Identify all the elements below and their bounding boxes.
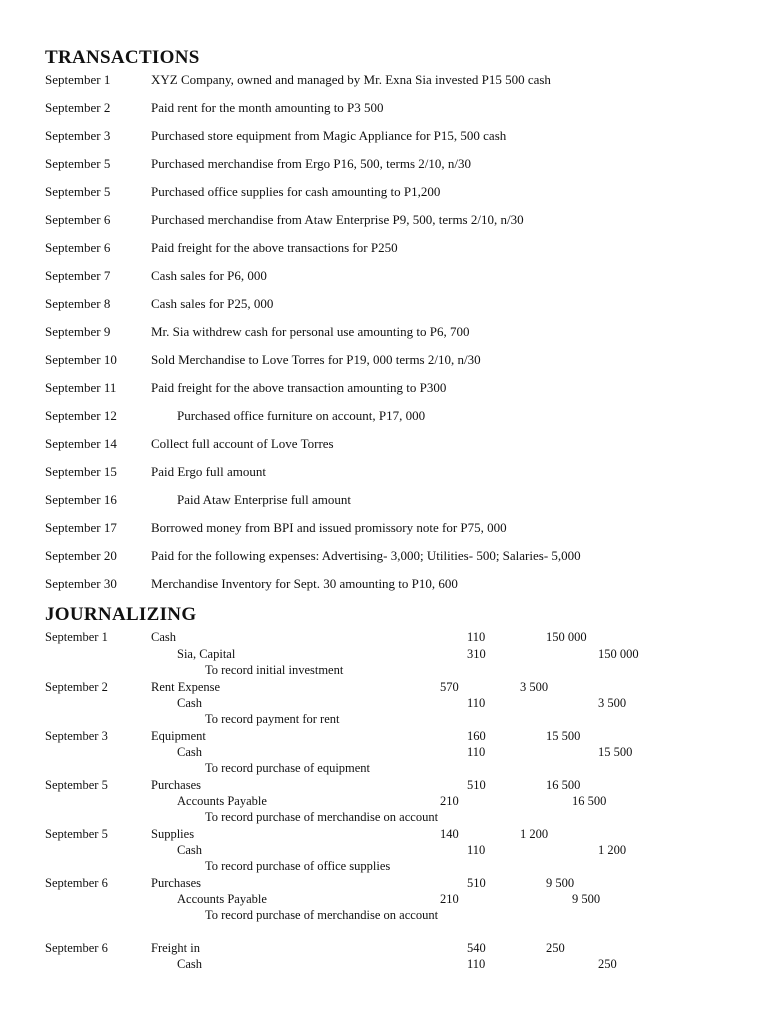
transaction-description: Purchased merchandise from Ergo P16, 500, terms 2/10, n/30 xyxy=(151,156,472,171)
transaction-description: Sold Merchandise to Love Torres for P19, 000 terms 2/10, n/30 xyxy=(151,352,481,367)
transaction-row xyxy=(0,490,768,510)
transaction-date: September 9 xyxy=(45,324,111,339)
journal-post-ref: 110 xyxy=(467,843,486,857)
transaction-row xyxy=(0,98,768,118)
journal-line xyxy=(0,679,768,696)
transaction-row xyxy=(0,406,768,426)
transaction-description: Purchased office supplies for cash amounting to P1,200 xyxy=(151,184,441,199)
transaction-date: September 12 xyxy=(45,408,117,423)
transaction-description: Collect full account of Love Torres xyxy=(151,436,334,451)
journal-explanation: To record payment for rent xyxy=(205,712,340,726)
journal-line xyxy=(0,695,768,712)
transaction-row xyxy=(0,462,768,482)
journal-line xyxy=(0,760,768,777)
journal-account: Accounts Payable xyxy=(177,794,267,808)
journal-account: Accounts Payable xyxy=(177,892,267,906)
journal-date: September 5 xyxy=(45,778,108,792)
journal-post-ref: 110 xyxy=(467,696,486,710)
journal-post-ref: 570 xyxy=(440,680,459,694)
journal-line xyxy=(0,809,768,826)
journal-date: September 6 xyxy=(45,941,108,955)
transaction-row xyxy=(0,210,768,230)
journal-line xyxy=(0,629,768,646)
journal-explanation: To record purchase of office supplies xyxy=(205,859,391,873)
journal-explanation: To record initial investment xyxy=(205,663,344,677)
journal-date: September 5 xyxy=(45,827,108,841)
journal-post-ref: 210 xyxy=(440,794,459,808)
journal-line xyxy=(0,793,768,810)
transaction-date: September 5 xyxy=(45,184,111,199)
journal-credit-amount: 9 500 xyxy=(572,892,601,906)
transaction-description: XYZ Company, owned and managed by Mr. Exna Sia invested P15 500 cash xyxy=(151,72,551,87)
transaction-description: Purchased store equipment from Magic Appliance for P15, 500 cash xyxy=(151,128,507,143)
transaction-description: Paid Ergo full amount xyxy=(151,464,266,479)
transaction-description: Purchased merchandise from Ataw Enterprise P9, 500, terms 2/10, n/30 xyxy=(151,212,524,227)
transaction-description: Paid rent for the month amounting to P3 500 xyxy=(151,100,384,115)
transaction-description: Paid freight for the above transaction amounting to P300 xyxy=(151,380,447,395)
journal-debit-amount: 150 000 xyxy=(546,630,587,644)
transaction-date: September 14 xyxy=(45,436,117,451)
journal-line xyxy=(0,891,768,908)
journal-post-ref: 110 xyxy=(467,957,486,971)
transaction-row xyxy=(0,70,768,90)
journal-debit-amount: 250 xyxy=(546,941,565,955)
transaction-date: September 15 xyxy=(45,464,117,479)
transaction-date: September 8 xyxy=(45,296,111,311)
journal-line xyxy=(0,711,768,728)
journalizing-heading: JOURNALIZING xyxy=(45,604,197,625)
journal-account: Rent Expense xyxy=(151,680,221,694)
journal-post-ref: 140 xyxy=(440,827,459,841)
journal-account: Cash xyxy=(177,745,202,759)
transaction-row xyxy=(0,266,768,286)
journal-line xyxy=(0,646,768,663)
transaction-description: Merchandise Inventory for Sept. 30 amounting to P10, 600 xyxy=(151,576,458,591)
journal-line xyxy=(0,842,768,859)
transaction-row xyxy=(0,574,768,594)
journal-debit-amount: 1 200 xyxy=(520,827,549,841)
transaction-date: September 11 xyxy=(45,380,117,395)
transaction-row xyxy=(0,518,768,538)
journal-post-ref: 110 xyxy=(467,745,486,759)
journal-date: September 3 xyxy=(45,729,108,743)
transaction-row xyxy=(0,378,768,398)
journal-credit-amount: 3 500 xyxy=(598,696,627,710)
transaction-row xyxy=(0,182,768,202)
journal-line xyxy=(0,875,768,892)
journal-account: Purchases xyxy=(151,778,201,792)
transaction-date: September 20 xyxy=(45,548,117,563)
journal-account: Equipment xyxy=(151,729,206,743)
journal-line xyxy=(0,728,768,745)
journal-line xyxy=(0,662,768,679)
journal-account: Supplies xyxy=(151,827,195,841)
transaction-row xyxy=(0,350,768,370)
transaction-description: Cash sales for P6, 000 xyxy=(151,268,267,283)
journal-credit-amount: 16 500 xyxy=(572,794,607,808)
transaction-date: September 3 xyxy=(45,128,111,143)
transaction-date: September 2 xyxy=(45,100,111,115)
journal-post-ref: 510 xyxy=(467,876,486,890)
transaction-date: September 5 xyxy=(45,156,111,171)
journal-debit-amount: 9 500 xyxy=(546,876,575,890)
transaction-date: September 10 xyxy=(45,352,117,367)
transaction-date: September 17 xyxy=(45,520,117,535)
transaction-description: Paid Ataw Enterprise full amount xyxy=(177,492,352,507)
transaction-row xyxy=(0,238,768,258)
transaction-row xyxy=(0,126,768,146)
transaction-date: September 7 xyxy=(45,268,111,283)
journal-post-ref: 160 xyxy=(467,729,486,743)
transaction-description: Paid for the following expenses: Advertising- 3,000; Utilities- 500; Salaries- 5,000 xyxy=(151,548,581,563)
transaction-description: Cash sales for P25, 000 xyxy=(151,296,274,311)
journal-post-ref: 310 xyxy=(467,647,486,661)
transaction-date: September 30 xyxy=(45,576,117,591)
journal-line xyxy=(0,956,768,973)
journal-explanation: To record purchase of merchandise on account xyxy=(205,908,439,922)
journal-explanation: To record purchase of equipment xyxy=(205,761,371,775)
journal-debit-amount: 16 500 xyxy=(546,778,581,792)
journal-credit-amount: 15 500 xyxy=(598,745,633,759)
journal-post-ref: 540 xyxy=(467,941,486,955)
transaction-date: September 1 xyxy=(45,72,111,87)
journal-account: Freight in xyxy=(151,941,200,955)
journal-line xyxy=(0,858,768,875)
transaction-row xyxy=(0,294,768,314)
transaction-description: Borrowed money from BPI and issued promissory note for P75, 000 xyxy=(151,520,507,535)
journal-account: Sia, Capital xyxy=(177,647,236,661)
transaction-row xyxy=(0,434,768,454)
journal-date: September 1 xyxy=(45,630,108,644)
journal-account: Purchases xyxy=(151,876,201,890)
journal-credit-amount: 150 000 xyxy=(598,647,639,661)
journal-account: Cash xyxy=(177,957,202,971)
journal-post-ref: 210 xyxy=(440,892,459,906)
transaction-row xyxy=(0,322,768,342)
journal-date: September 2 xyxy=(45,680,108,694)
journal-explanation: To record purchase of merchandise on account xyxy=(205,810,439,824)
journal-debit-amount: 15 500 xyxy=(546,729,581,743)
journal-line xyxy=(0,826,768,843)
transaction-date: September 6 xyxy=(45,240,111,255)
journal-debit-amount: 3 500 xyxy=(520,680,549,694)
journal-line xyxy=(0,907,768,924)
journal-line xyxy=(0,940,768,957)
transaction-date: September 6 xyxy=(45,212,111,227)
journal-date: September 6 xyxy=(45,876,108,890)
journal-account: Cash xyxy=(177,696,202,710)
transaction-description: Paid freight for the above transactions for P250 xyxy=(151,240,398,255)
journal-line xyxy=(0,777,768,794)
journal-line xyxy=(0,744,768,761)
journal-credit-amount: 1 200 xyxy=(598,843,627,857)
transaction-row xyxy=(0,154,768,174)
transaction-row xyxy=(0,546,768,566)
transaction-description: Purchased office furniture on account, P17, 000 xyxy=(177,408,426,423)
transaction-description: Mr. Sia withdrew cash for personal use amounting to P6, 700 xyxy=(151,324,470,339)
journal-account: Cash xyxy=(151,630,176,644)
transaction-date: September 16 xyxy=(45,492,117,507)
journal-account: Cash xyxy=(177,843,202,857)
journal-credit-amount: 250 xyxy=(598,957,617,971)
journal-post-ref: 110 xyxy=(467,630,486,644)
journal-post-ref: 510 xyxy=(467,778,486,792)
transactions-heading: TRANSACTIONS xyxy=(45,47,200,68)
